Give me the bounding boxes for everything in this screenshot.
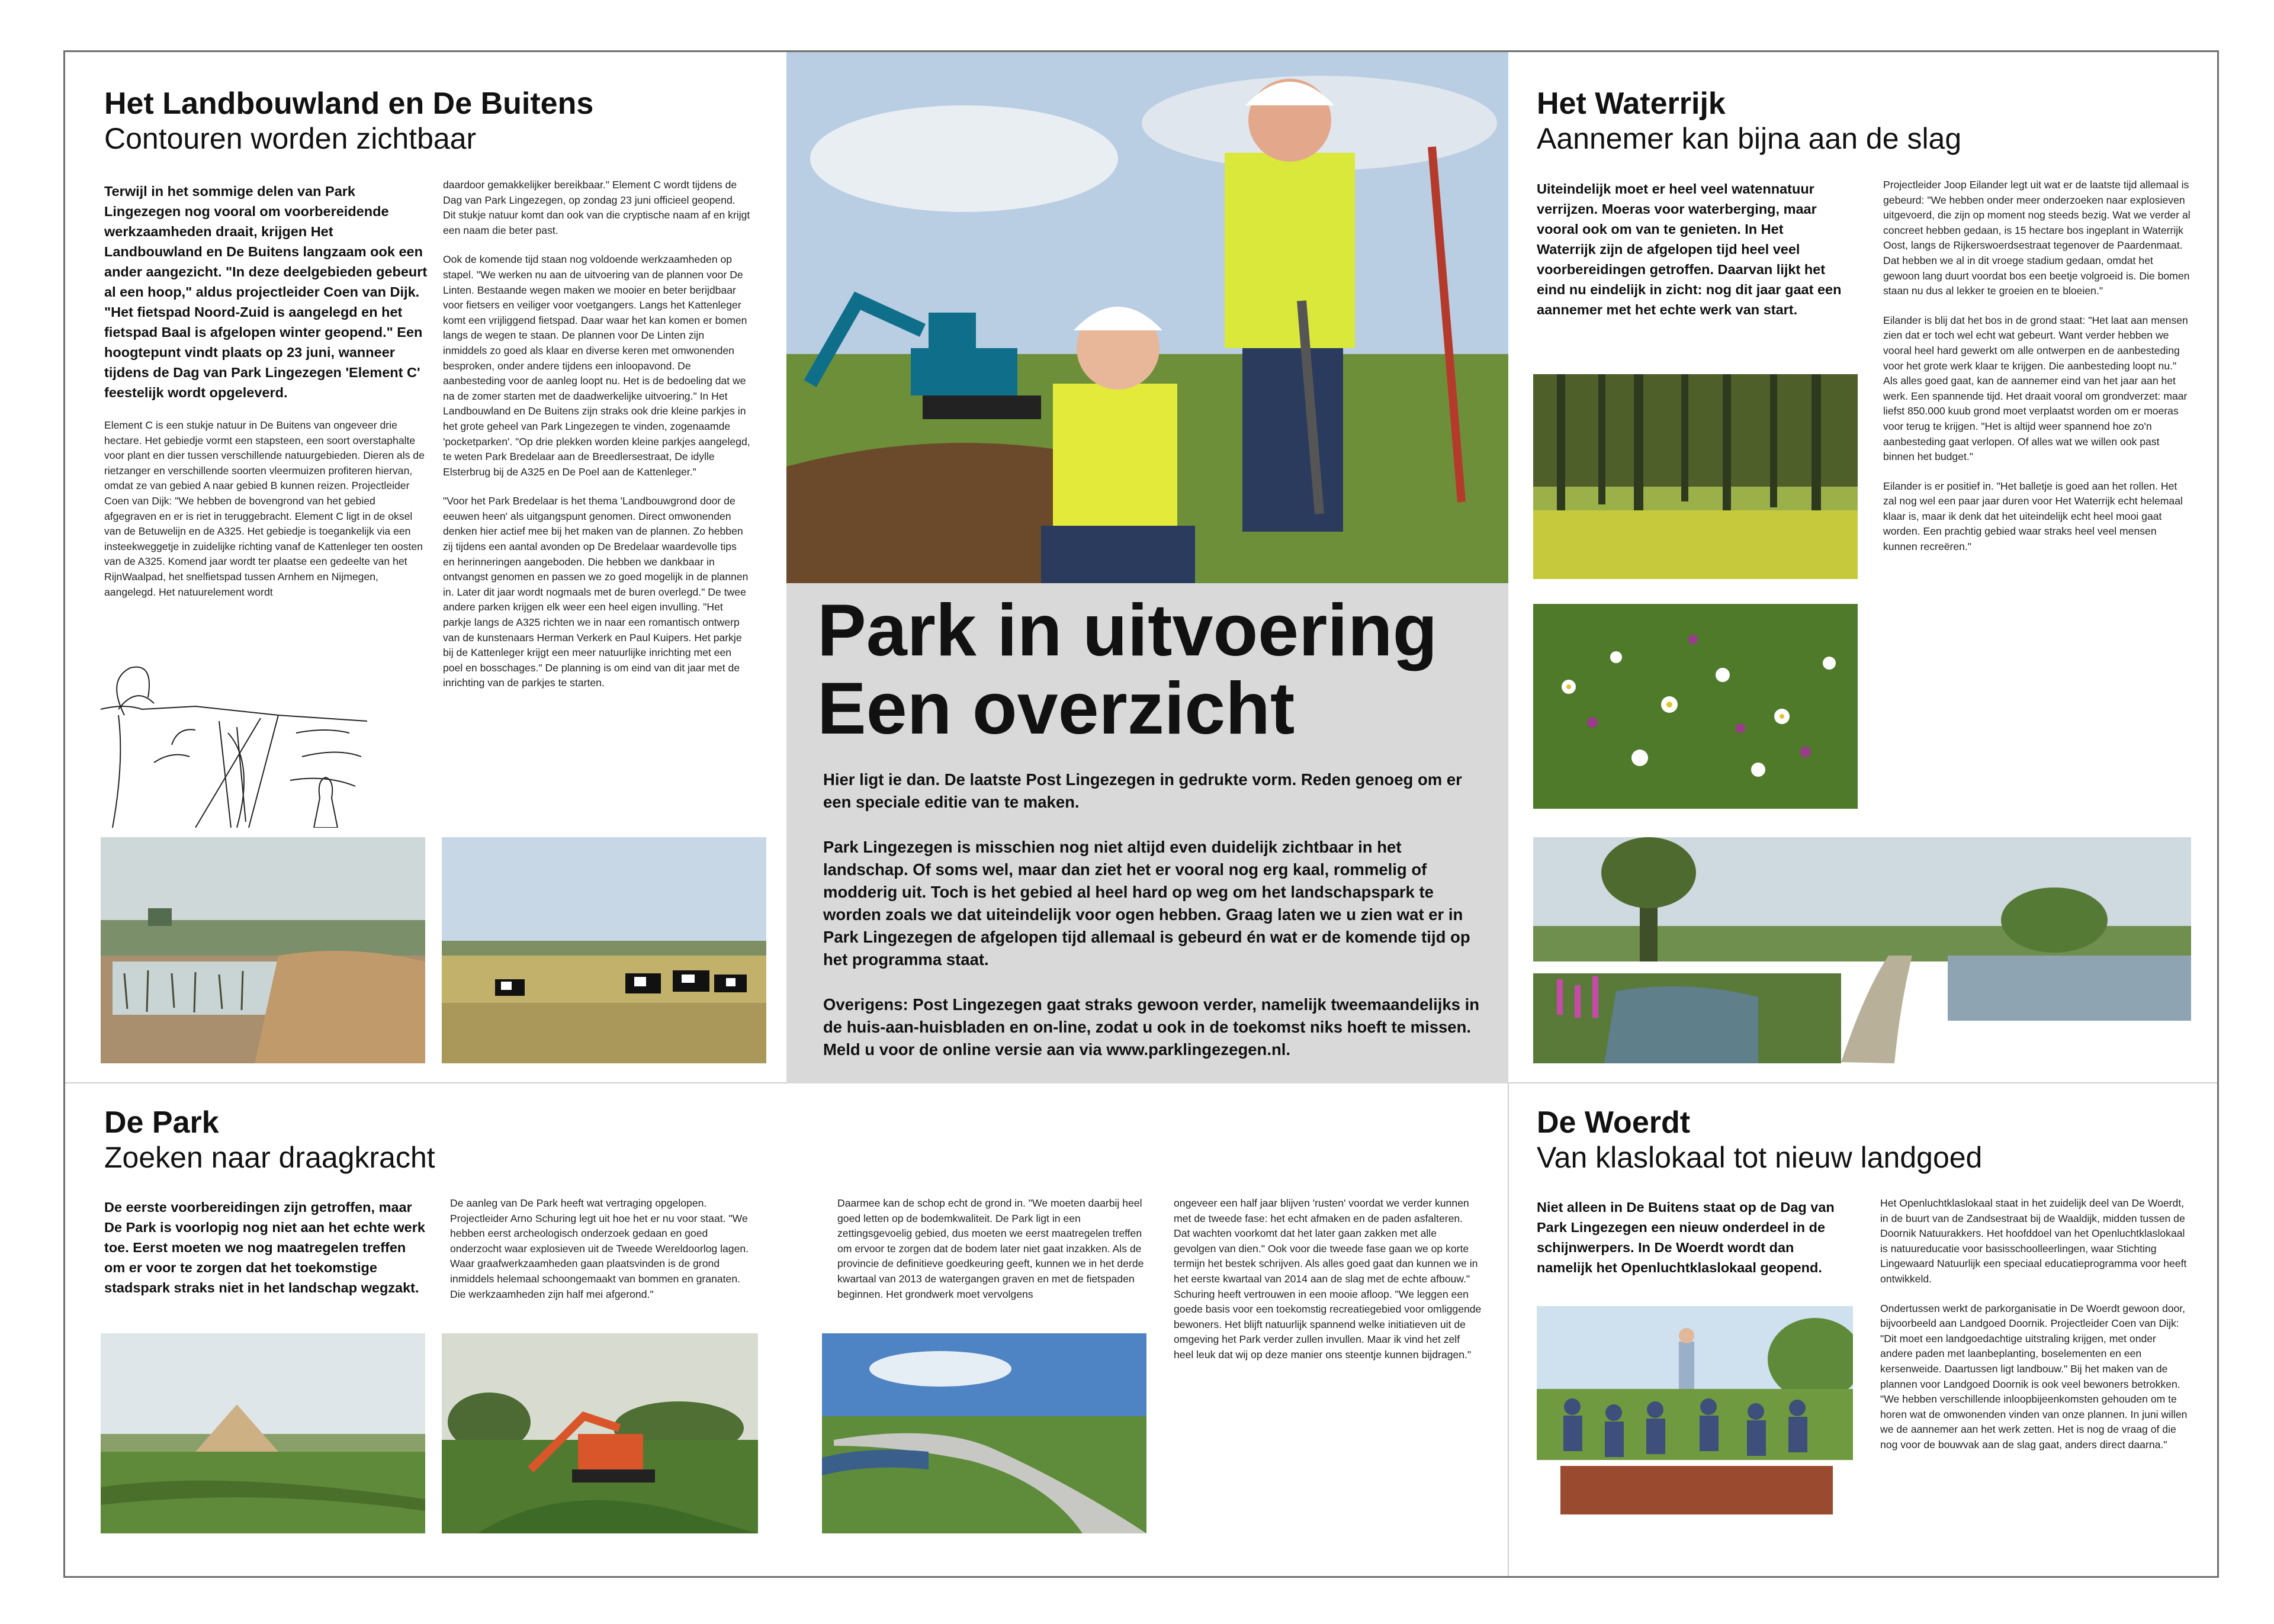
section-intro: De eerste voorbereidingen zijn getroffen, maar De Park is voorlopig nog niet aan het echte werk toe. Eerst moeten we nog maatregelen treffen om er voor te zorgen dat het toekomstige stadspark straks niet in het landschap wegzakt. — [104, 1199, 425, 1295]
section-title: De Park — [104, 1105, 219, 1140]
center-intro — [823, 768, 1480, 1065]
landscape-sketch — [101, 644, 367, 828]
flooded-field-photo — [101, 837, 425, 1063]
paragraph: Overigens: Post Lingezegen gaat straks gewoon verder, namelijk tweemaandelijks in de huis-aan-huisbladen en on-line, zodat u ook in de toekomst niks hoeft te missen. Meld u voor de online versie aan via www.parklingezegen.nl. — [823, 995, 1480, 1059]
section-intro: Terwijl in het sommige delen van Park Lingezegen nog vooral om voorbereidende werkzaamheden draait, krijgen Het Landbouwland en De Buitens langzaam ook een ander aangezicht. "In deze deelgebieden gebeurt al een hoop," aldus projectleider Coen van Dijk. "Het fietspad Noord-Zuid is aangelegd en het fietspad Baal is afgelopen winter geopend." Een hoogtepunt vindt plaats op 23 juni, wanneer tijdens de Dag van Park Lingezegen 'Element C' feestelijk wordt opgeleverd. — [104, 184, 428, 400]
section-body — [1880, 1196, 2191, 1551]
sand-pile-photo — [101, 1333, 425, 1533]
section-title: De Woerdt — [1537, 1105, 1691, 1140]
paragraph: Projectleider Joop Eilander legt uit wat er de laatste tijd allemaal is gebeurd: "We hebben onder meer onderzoeken naar explosieven uitgevoerd, die zijn op moment nog steeds bezig. Wat we verder al concreet hebben gedaan, is 15 hectare bos ingeplant in Waterrijk Oost, langs de Rijkerswoerdsestraat tegenover de Paardenmaat. Dat hebben we al in dit vroege stadium gedaan, omdat het gewoon lang duurt voordat bos een beetje volgroeid is. Die bomen staan nu dus al lekker te groeien en te bloeien." — [1883, 179, 2191, 297]
young-forest-photo — [1533, 374, 1858, 579]
section-subtitle: Contouren worden zichtbaar — [104, 122, 477, 155]
country-road-photo — [822, 1333, 1146, 1533]
section-title: Het Waterrijk — [1537, 86, 1726, 121]
canoe-water-panorama-photo — [1533, 837, 2191, 1063]
section-body — [1883, 178, 2191, 811]
section-subtitle: Zoeken naar draagkracht — [104, 1141, 435, 1174]
section-body-col1: Element C is een stukje natuur in De Buitens van ongeveer drie hectare. Het gebiedje vormt een stapsteen, een soort overstaphalte voor plant en dier tussen verschillende natuurgebieden. Dieren als de rietzanger en verschillende soorten vleermuizen profiteren hiervan, omdat ze van gebied A naar gebied B kunnen reizen. Projectleider Coen van Dijk: "We hebben de bovengrond van het gebied afgegraven en er is riet in teruggebracht. Element C ligt in de oksel van de Betuwelijn en de A325. Het gebiedje is toegankelijk via een insteekweggetje in zuidelijke richting vanaf de Kattenleger ten oosten van de A325. Komend jaar wordt ter plaatse een gedeelte van het RijnWaalpad, het snelfietspad tussen Arnhem en Nijmegen, aangelegd. Het natuurelement wordt — [104, 419, 425, 598]
workers-with-excavator-photo — [786, 52, 1508, 583]
section-body-col3: ongeveer een half jaar blijven 'rusten' voordat we verder kunnen met de tweede fase: het echt afmaken en de paden asfalteren. Dat wachten voorkomt dat het later gaan zakken met alle gevolgen van dien." Ook voor die tweede fase gaan we op korte termijn het bestek schrijven. Als alles goed gaat dan kunnen we in het eerste kwartaal van 2014 aan de slag met de echte afbouw." Schuring heeft vertrouwen in een mooie afloop. "We leggen een goede basis voor een toekomstig recreatiegebied voor omliggende bewoners. Het blijft natuurlijk spannend welke initiatieven uit de omgeving het Park verder zullen invullen. Maar ik vind het zelf heel leuk dat wij op deze manier ons steentje kunnen bijdragen." — [1174, 1197, 1482, 1361]
main-title-line2: Een overzicht — [817, 668, 1295, 750]
main-title-line1: Park in uitvoering — [817, 590, 1438, 671]
paragraph: daardoor gemakkelijker bereikbaar." Element C wordt tijdens de Dag van Park Lingezegen, op zondag 23 juni officieel geopend. Dit stukje natuur komt dan ook van die cryptische naam af en krijgt een naam die beter past. — [443, 179, 750, 236]
school-children-photo — [1537, 1306, 1853, 1514]
section-subtitle: Van klaslokaal tot nieuw landgoed — [1537, 1141, 1983, 1174]
wildflower-meadow-photo — [1533, 604, 1858, 809]
orange-excavator-photo — [442, 1333, 758, 1533]
section-subtitle: Aannemer kan bijna aan de slag — [1537, 122, 1962, 155]
paragraph: "Voor het Park Bredelaar is het thema 'Landbouwgrond door de eeuwen heen' als uitgangspunt genomen. Direct omwonenden denken hier actief mee bij het maken van de plannen. Zo hebben zij tijdens een aantal avonden op De Bredelaar waardevolle tips en herinneringen aangeboden. Die hebben we dankbaar in ontvangst genomen en passen we zo goed mogelijk in de plannen in. Later dit jaar wordt nogmaals met de buren overlegd." De twee andere parken krijgen elk weer een heel eigen invulling. "Het parkje langs de A325 richten we in naar een romantisch ontwerp van de kunstenaars Herman Verkerk en Paul Kuipers. Het parkje bij de Kattenleger krijgt een meer natuurlijke inrichting met een poel en bosschages." De planning is om eind van dit jaar met de inrichting van de parkjes te starten. — [443, 495, 749, 689]
paragraph: Eilander is blij dat het bos in de grond staat: "Het laat aan mensen zien dat er toch wel echt wat gebeurt. Want verder hebben we vooral heel hard gewerkt om alle ontwerpen en de aanbesteding voor het grote werk klaar te krijgen. Die aanbesteding loopt nu." Als alles goed gaat, kan de aannemer eind van het jaar aan het werk. Een spannende tijd. Het draait vooral om grondverzet: maar liefst 850.000 kuub grond moet verplaatst worden om er moeras voor terug te krijgen. "Het is altijd weer spannend hoe zo'n aanbesteding gaat verlopen. Of alles wat we willen ook past binnen het budget." — [1883, 314, 2188, 463]
paragraph: Hier ligt ie dan. De laatste Post Lingezegen in gedrukte vorm. Reden genoeg om er een speciale editie van te maken. — [823, 770, 1462, 811]
section-body-col1: De aanleg van De Park heeft wat vertraging opgelopen. Projectleider Arno Schuring legt uit hoe het er nu voor staat. "We hebben eerst archeologisch onderzoek gedaan en goed onderzocht waar explosieven uit de Tweede Wereldoorlog lagen. Waar graafwerkzaamheden gaan plaatsvinden is de grond inmiddels helemaal schoongemaakt van bommen en granaten. Die werkzaamheden zijn half mei afgerond." — [450, 1197, 749, 1300]
section-intro: Uiteindelijk moet er heel veel watennatuur verrijzen. Moeras voor waterberging, maar vooral ook om van te genieten. In Het Waterrijk zijn de afgelopen tijd heel veel voorbereidingen getroffen. Daarvan lijkt het eind nu eindelijk in zicht: nog dit jaar gaat een aannemer met het echte werk van start. — [1537, 181, 1842, 317]
paragraph: Ook de komende tijd staan nog voldoende werkzaamheden op stapel. "We werken nu aan de uitvoering van de plannen voor De Linten. Bestaande wegen maken we mooier en beter berijdbaar voor fietsers en veiliger voor voetgangers. Langs het Kattenleger komt een vrijliggend fietspad. Daar waar het kan komen er bomen langs de wegen te staan. De plannen voor De Linten zijn inmiddels zo goed als klaar en diverse keren met omwonenden besproken, onder andere tijdens een inloopavond. De aanbesteding voor de aanleg loopt nu. Het is de bedoeling dat we na de zomer starten met de daadwerkelijke uitvoering." In Het Landbouwland en De Buitens zijn straks ook drie kleine parkjes in het grote geheel van Park Lingezegen te vinden, zogenaamde 'pocketparken'. "Op drie plekken worden kleine parkjes aangelegd, te weten Park Bredelaar aan de Breedlersestraat, De idylle Elsterbrug bij de A325 en De Poel aan de Kattenleger." — [443, 253, 750, 478]
divider-vertical — [1508, 1083, 1509, 1576]
section-title: Het Landbouwland en De Buitens — [104, 86, 594, 121]
paragraph: Eilander is er positief in. "Het balletje is goed aan het rollen. Het zal nog wel een paar jaar duren voor Het Waterrijk echt helemaal klaar is, maar ik denk dat het uiteindelijk echt heel mooi gaat worden. Een prachtig gebied waar straks heel veel mensen kunnen recreëren." — [1883, 480, 2183, 553]
section-body-col2: Daarmee kan de schop echt de grond in. "We moeten daarbij heel goed letten op de bodemkwaliteit. De Park ligt in een zettingsgevoelig gebied, dus moeten we eerst maatregelen treffen om ervoor te zorgen dat de bodem later niet gaat inzakken. Als de provincie de definitieve goedkeuring geeft, kunnen we in het derde kwartaal van 2013 de watergangen graven en met de fietspaden beginnen. Het grondwerk moet vervolgens — [837, 1197, 1144, 1300]
section-body-col2 — [443, 178, 751, 793]
paragraph: Het Openluchtklaslokaal staat in het zuidelijk deel van De Woerdt, in de buurt van de Zandsestraat bij de Waaldijk, midden tussen de Doornik Natuurakkers. Het hoofddoel van het Openluchtklaslokaal is natuureducatie voor basisschoolleerlingen, waar Stichting Lingewaard Natuurlijk een speciaal educatieprogramma voor heeft ontwikkeld. — [1880, 1197, 2187, 1285]
cows-in-meadow-photo — [442, 837, 766, 1063]
paragraph: Park Lingezegen is misschien nog niet altijd even duidelijk zichtbaar in het landschap. Of soms wel, maar dan ziet het er vooral nog erg kaal, rommelig of modderig uit. Toch is het gebied al heel hard op weg om het landschapspark te worden zoals we dat uiteindelijk voor ogen hebben. Graag laten we u zien wat er in Park Lingezegen de afgelopen tijd allemaal is gebeurd én wat er de komende tijd op het programma staat. — [823, 838, 1470, 969]
section-intro: Niet alleen in De Buitens staat op de Dag van Park Lingezegen een nieuw onderdeel in de schijnwerpers. In De Woerdt wordt dan namelijk het Openluchtklaslokaal geopend. — [1537, 1199, 1835, 1275]
paragraph: Ondertussen werkt de parkorganisatie in De Woerdt gewoon door, bijvoorbeeld aan Landgoed Doornik. Projectleider Coen van Dijk: "Dit moet een landgoedachtige uitstraling krijgen, met onder andere paden met laanbeplanting, boselementen en een kersenweide. Daartussen ligt landbouw." Bij het maken van de plannen voor Landgoed Doornik is ook veel bewoners betrokken. "We hebben verschillende inloopbijeenkomsten gehouden om te horen wat de omwonenden vinden van onze plannen. In juni willen we de aannemer aan het werk zetten. Het is nog de vraag of die nog voor de bouwvak aan de slag gaat, anders direct daarna." — [1880, 1302, 2188, 1451]
